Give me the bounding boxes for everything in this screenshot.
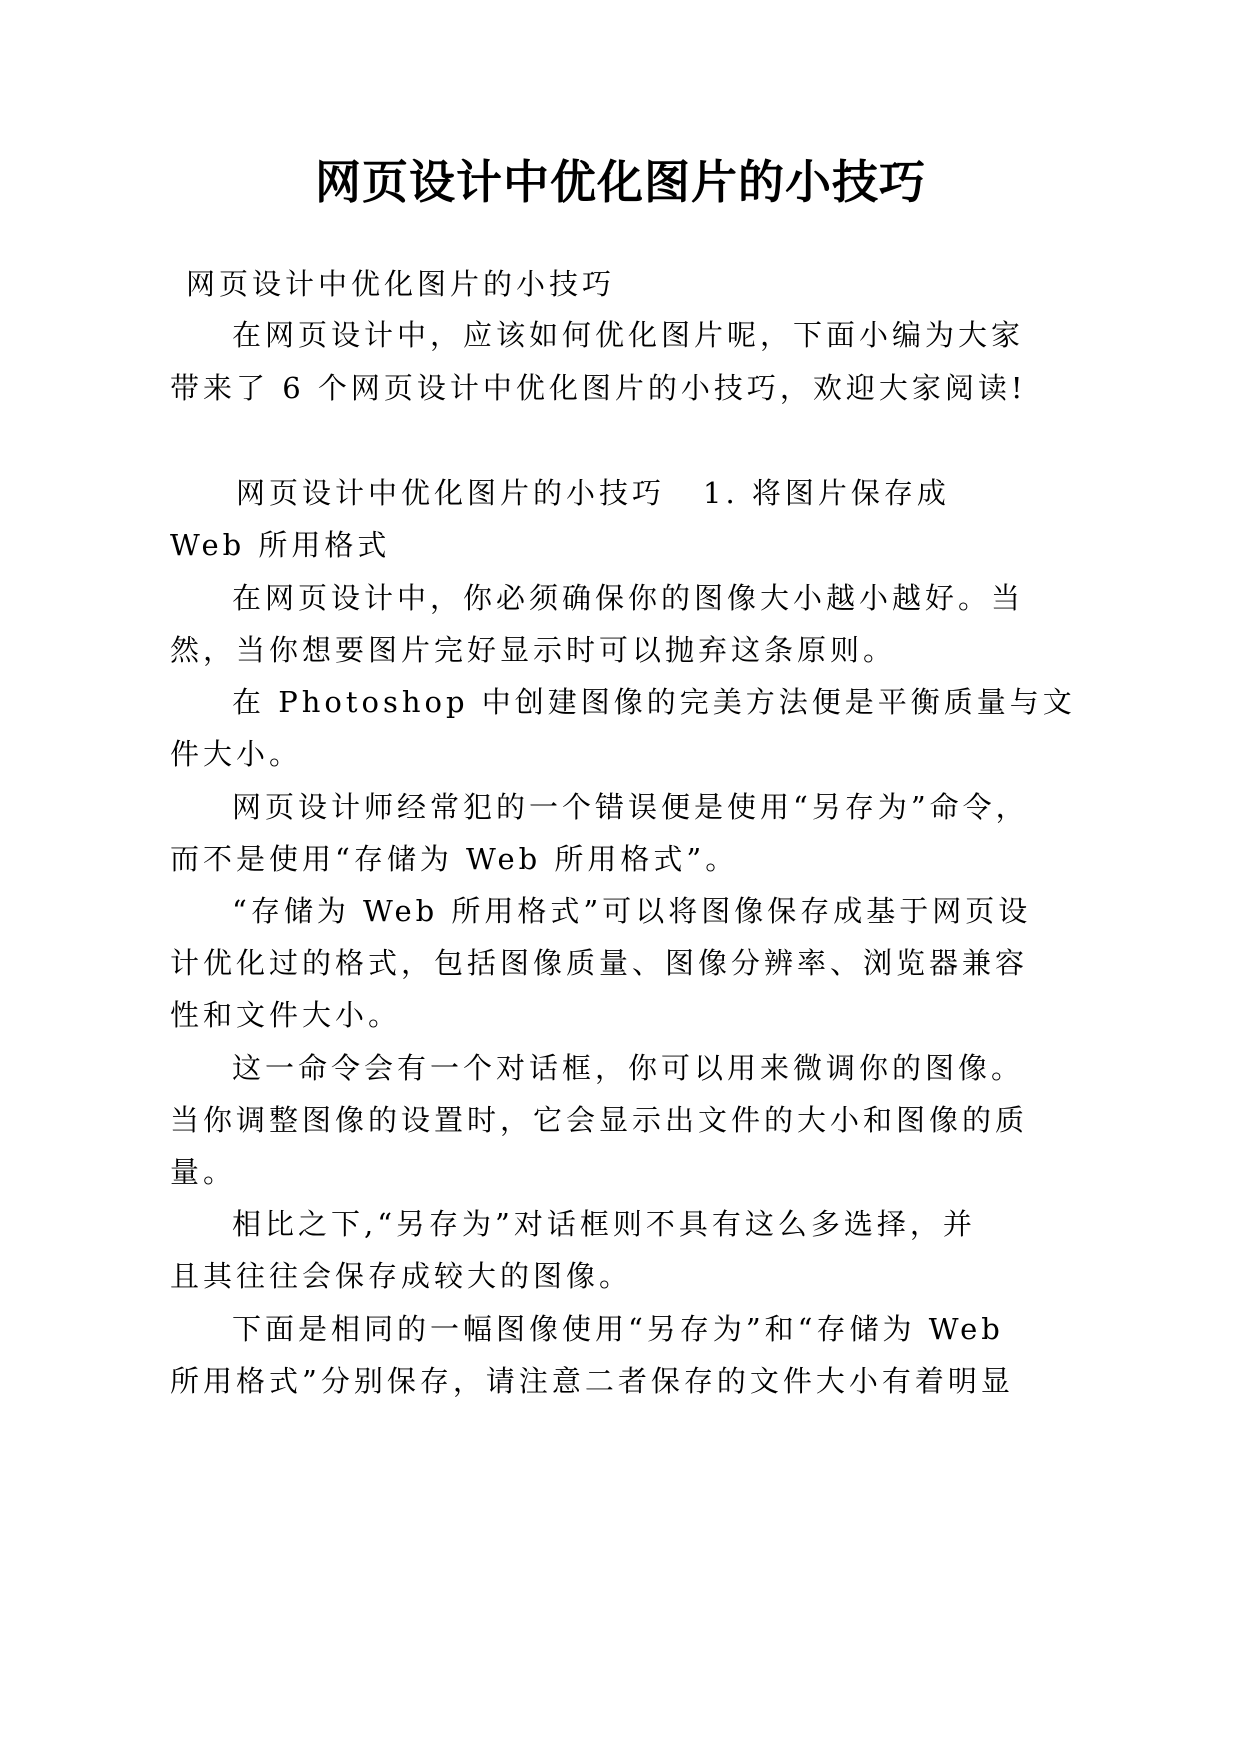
paragraph-line: 相比之下,“另存为”对话框则不具有这么多选择，并	[232, 1207, 976, 1241]
paragraph-line: 所用格式”分别保存，请注意二者保存的文件大小有着明显	[170, 1364, 1014, 1398]
section-heading: 网页设计中优化图片的小技巧	[236, 476, 666, 510]
document-title: 网页设计中优化图片的小技巧	[315, 155, 926, 209]
paragraph-line: 在 Photoshop 中创建图像的完美方法便是平衡质量与文	[232, 685, 1076, 719]
section-heading-cont: Web 所用格式	[170, 528, 391, 562]
paragraph-line: 件大小。	[170, 737, 303, 771]
paragraph-line: 然，当你想要图片完好显示时可以抛弃这条原则。	[170, 633, 897, 667]
paragraph-line: 带来了 6 个网页设计中优化图片的小技巧，欢迎大家阅读!	[170, 371, 1027, 405]
paragraph-line: 在网页设计中，你必须确保你的图像大小越小越好。当	[232, 581, 1025, 615]
paragraph-line: 当你调整图像的设置时，它会显示出文件的大小和图像的质	[170, 1103, 1029, 1137]
paragraph-line: 且其往往会保存成较大的图像。	[170, 1259, 633, 1293]
paragraph-line: 这一命令会有一个对话框，你可以用来微调你的图像。	[232, 1051, 1025, 1085]
paragraph-line: “存储为 Web 所用格式”可以将图像保存成基于网页设	[232, 894, 1032, 928]
paragraph-line: 计优化过的格式，包括图像质量、图像分辨率、浏览器兼容	[170, 946, 1029, 980]
paragraph-line: 下面是相同的一幅图像使用“另存为”和“存储为 Web	[232, 1312, 1004, 1346]
paragraph-line: 性和文件大小。	[170, 998, 402, 1032]
paragraph-line: 而不是使用“存储为 Web 所用格式”。	[170, 842, 739, 876]
paragraph-line: 量。	[170, 1155, 237, 1189]
intro-heading: 网页设计中优化图片的小技巧	[186, 267, 616, 301]
paragraph-line: 在网页设计中，应该如何优化图片呢，下面小编为大家	[232, 318, 1025, 352]
section-heading-number: 1. 将图片保存成	[703, 476, 950, 510]
paragraph-line: 网页设计师经常犯的一个错误便是使用“另存为”命令，	[232, 790, 1029, 824]
